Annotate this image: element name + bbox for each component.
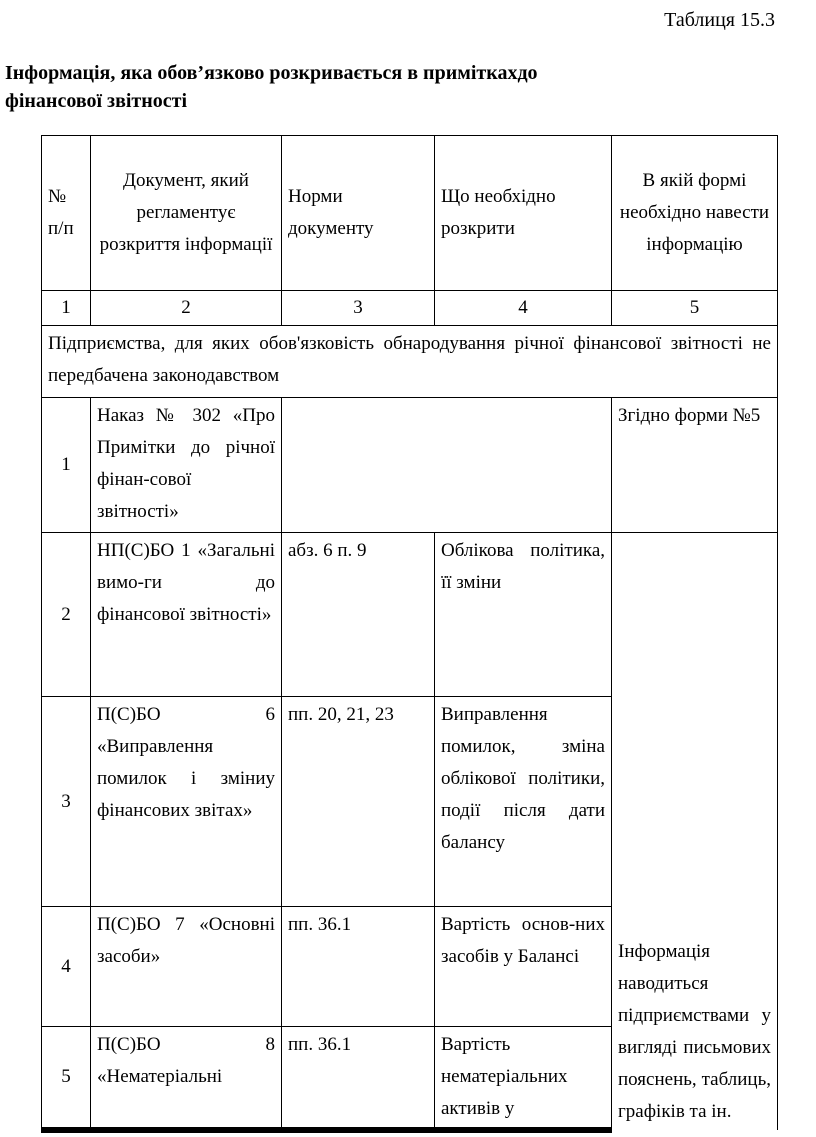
document-cell: П(С)БО 8 «Нематеріальні [91,1027,282,1131]
section-note-cell: Підприємства, для яких обов'язковість обнародування річної фінансової звітності не передбачена законодавством [42,326,778,398]
page-title: Інформація, яка обов’язково розкривається в приміткахдо фінансової звітності [5,62,538,112]
column-number-4: 4 [435,291,612,326]
table-row-2 [42,533,778,697]
row-num-cell: 3 [42,697,91,907]
column-number-5: 5 [612,291,778,326]
col-header-norms: Норми документу [282,136,435,291]
disclosure-table [41,135,778,1133]
row-num-cell: 5 [42,1027,91,1131]
disclose-cell: Облікова політика, її зміни [435,533,612,697]
table-row-1 [42,398,778,533]
document-cell: П(С)БО 7 «Основні засоби» [91,907,282,1027]
document-cell: Наказ № 302 «Про Примітки до річної фінан-сової звітності» [91,398,282,533]
column-numbers-row [42,291,778,326]
document-cell: НП(С)БО 1 «Загальні вимо-ги до фінансової звітності» [91,533,282,697]
merged-form-note-cell: Інформація наводиться підприємствами у вигляді письмових пояснень, таблиць, графіків та ін. [612,533,778,1131]
norms-cell: абз. 6 п. 9 [282,533,435,697]
col-header-num: № п/п [42,136,91,291]
norms-cell: пп. 36.1 [282,907,435,1027]
document-cell: П(С)БО 6 «Виправлення помилок і зміниу фінансових звітах» [91,697,282,907]
norms-cell: пп. 20, 21, 23 [282,697,435,907]
header-row [42,136,778,291]
col-header-disclose: Що необхідно розкрити [435,136,612,291]
column-number-2: 2 [91,291,282,326]
row-num-cell: 4 [42,907,91,1027]
disclose-cell: Вартість основ-них засобів у Балансі [435,907,612,1027]
col-header-form: В якій формі необхідно навести інформацію [612,136,778,291]
section-note-row [42,326,778,398]
table-caption: Таблиця 15.3 [664,9,775,31]
column-number-1: 1 [42,291,91,326]
disclose-cell: Виправлення помилок, зміна облікової політики, події після дати балансу [435,697,612,907]
row-num-cell: 2 [42,533,91,697]
col-header-document: Документ, який регламентує розкриття інформації [91,136,282,291]
row-num-cell: 1 [42,398,91,533]
norms-cell: пп. 36.1 [282,1027,435,1131]
column-number-3: 3 [282,291,435,326]
disclose-cell: Вартість нематеріальних активів у [435,1027,612,1131]
form-cell: Згідно форми №5 [612,398,778,533]
empty-norms-disclose-cell [282,398,612,533]
